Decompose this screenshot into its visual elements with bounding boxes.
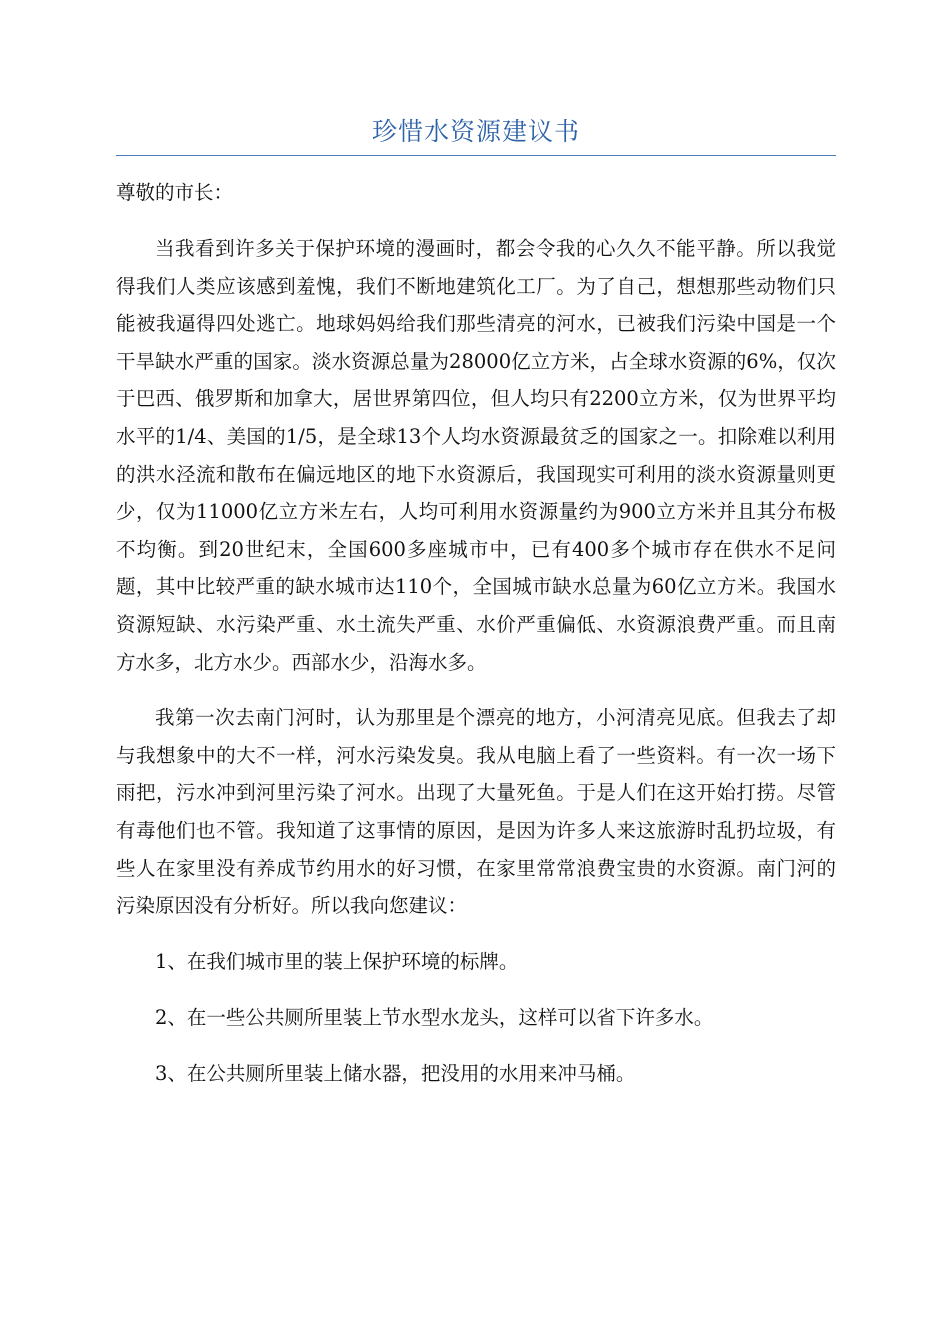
salutation: 尊敬的市长：	[116, 181, 234, 204]
document-title: 珍惜水资源建议书	[371, 117, 580, 146]
document-page	[116, 112, 836, 1093]
suggestion-item-2: 2、在一些公共厕所里装上节水型水龙头，这样可以省下许多水。	[155, 1005, 714, 1029]
body-paragraph-2: 我第一次去南门河时，认为那里是个漂亮的地方，小河清亮见底。但我去了却与我想象中的大不一样，河水污染发臭。我从电脑上看了一些资料。有一次一场下雨把，污水冲到河里污染了河水。出现了大量死鱼。于是人们在这开始打捞。尽管有毒他们也不管。我知道了这事情的原因，是因为许多人来这旅游时乱扔垃圾，有些人在家里没有养成节约用水的好习惯，在家里常常浪费宝贵的水资源。南门河的污染原因没有分析好。所以我向您建议：	[116, 706, 836, 918]
suggestion-item-3: 3、在公共厕所里装上储水器，把没用的水用来冲马桶。	[155, 1061, 636, 1085]
title-underline	[116, 155, 836, 156]
suggestion-item-1: 1、在我们城市里的装上保护环境的标牌。	[155, 949, 519, 973]
body-paragraph-1: 当我看到许多关于保护环境的漫画时，都会令我的心久久不能平静。所以我觉得我们人类应该感到羞愧，我们不断地建筑化工厂。为了自己，想想那些动物们只能被我逼得四处逃亡。地球妈妈给我们那些清亮的河水，已被我们污染中国是一个干旱缺水严重的国家。淡水资源总量为28000亿立方米，占全球水资源的6%，仅次于巴西、俄罗斯和加拿大，居世界第四位，但人均只有2200立方米，仅为世界平均水平的1/4、美国的1/5，是全球13个人均水资源最贫乏的国家之一。扣除难以利用的洪水泾流和散布在偏远地区的地下水资源后，我国现实可利用的淡水资源量则更少，仅为11000亿立方米左右，人均可利用水资源量约为900立方米并且其分布极不均衡。到20世纪末，全国600多座城市中，已有400多个城市存在供水不足问题，其中比较严重的缺水城市达110个，全国城市缺水总量为60亿立方米。我国水资源短缺、水污染严重、水土流失严重、水价严重偏低、水资源浪费严重。而且南方水多，北方水少。西部水少，沿海水多。	[116, 237, 836, 674]
